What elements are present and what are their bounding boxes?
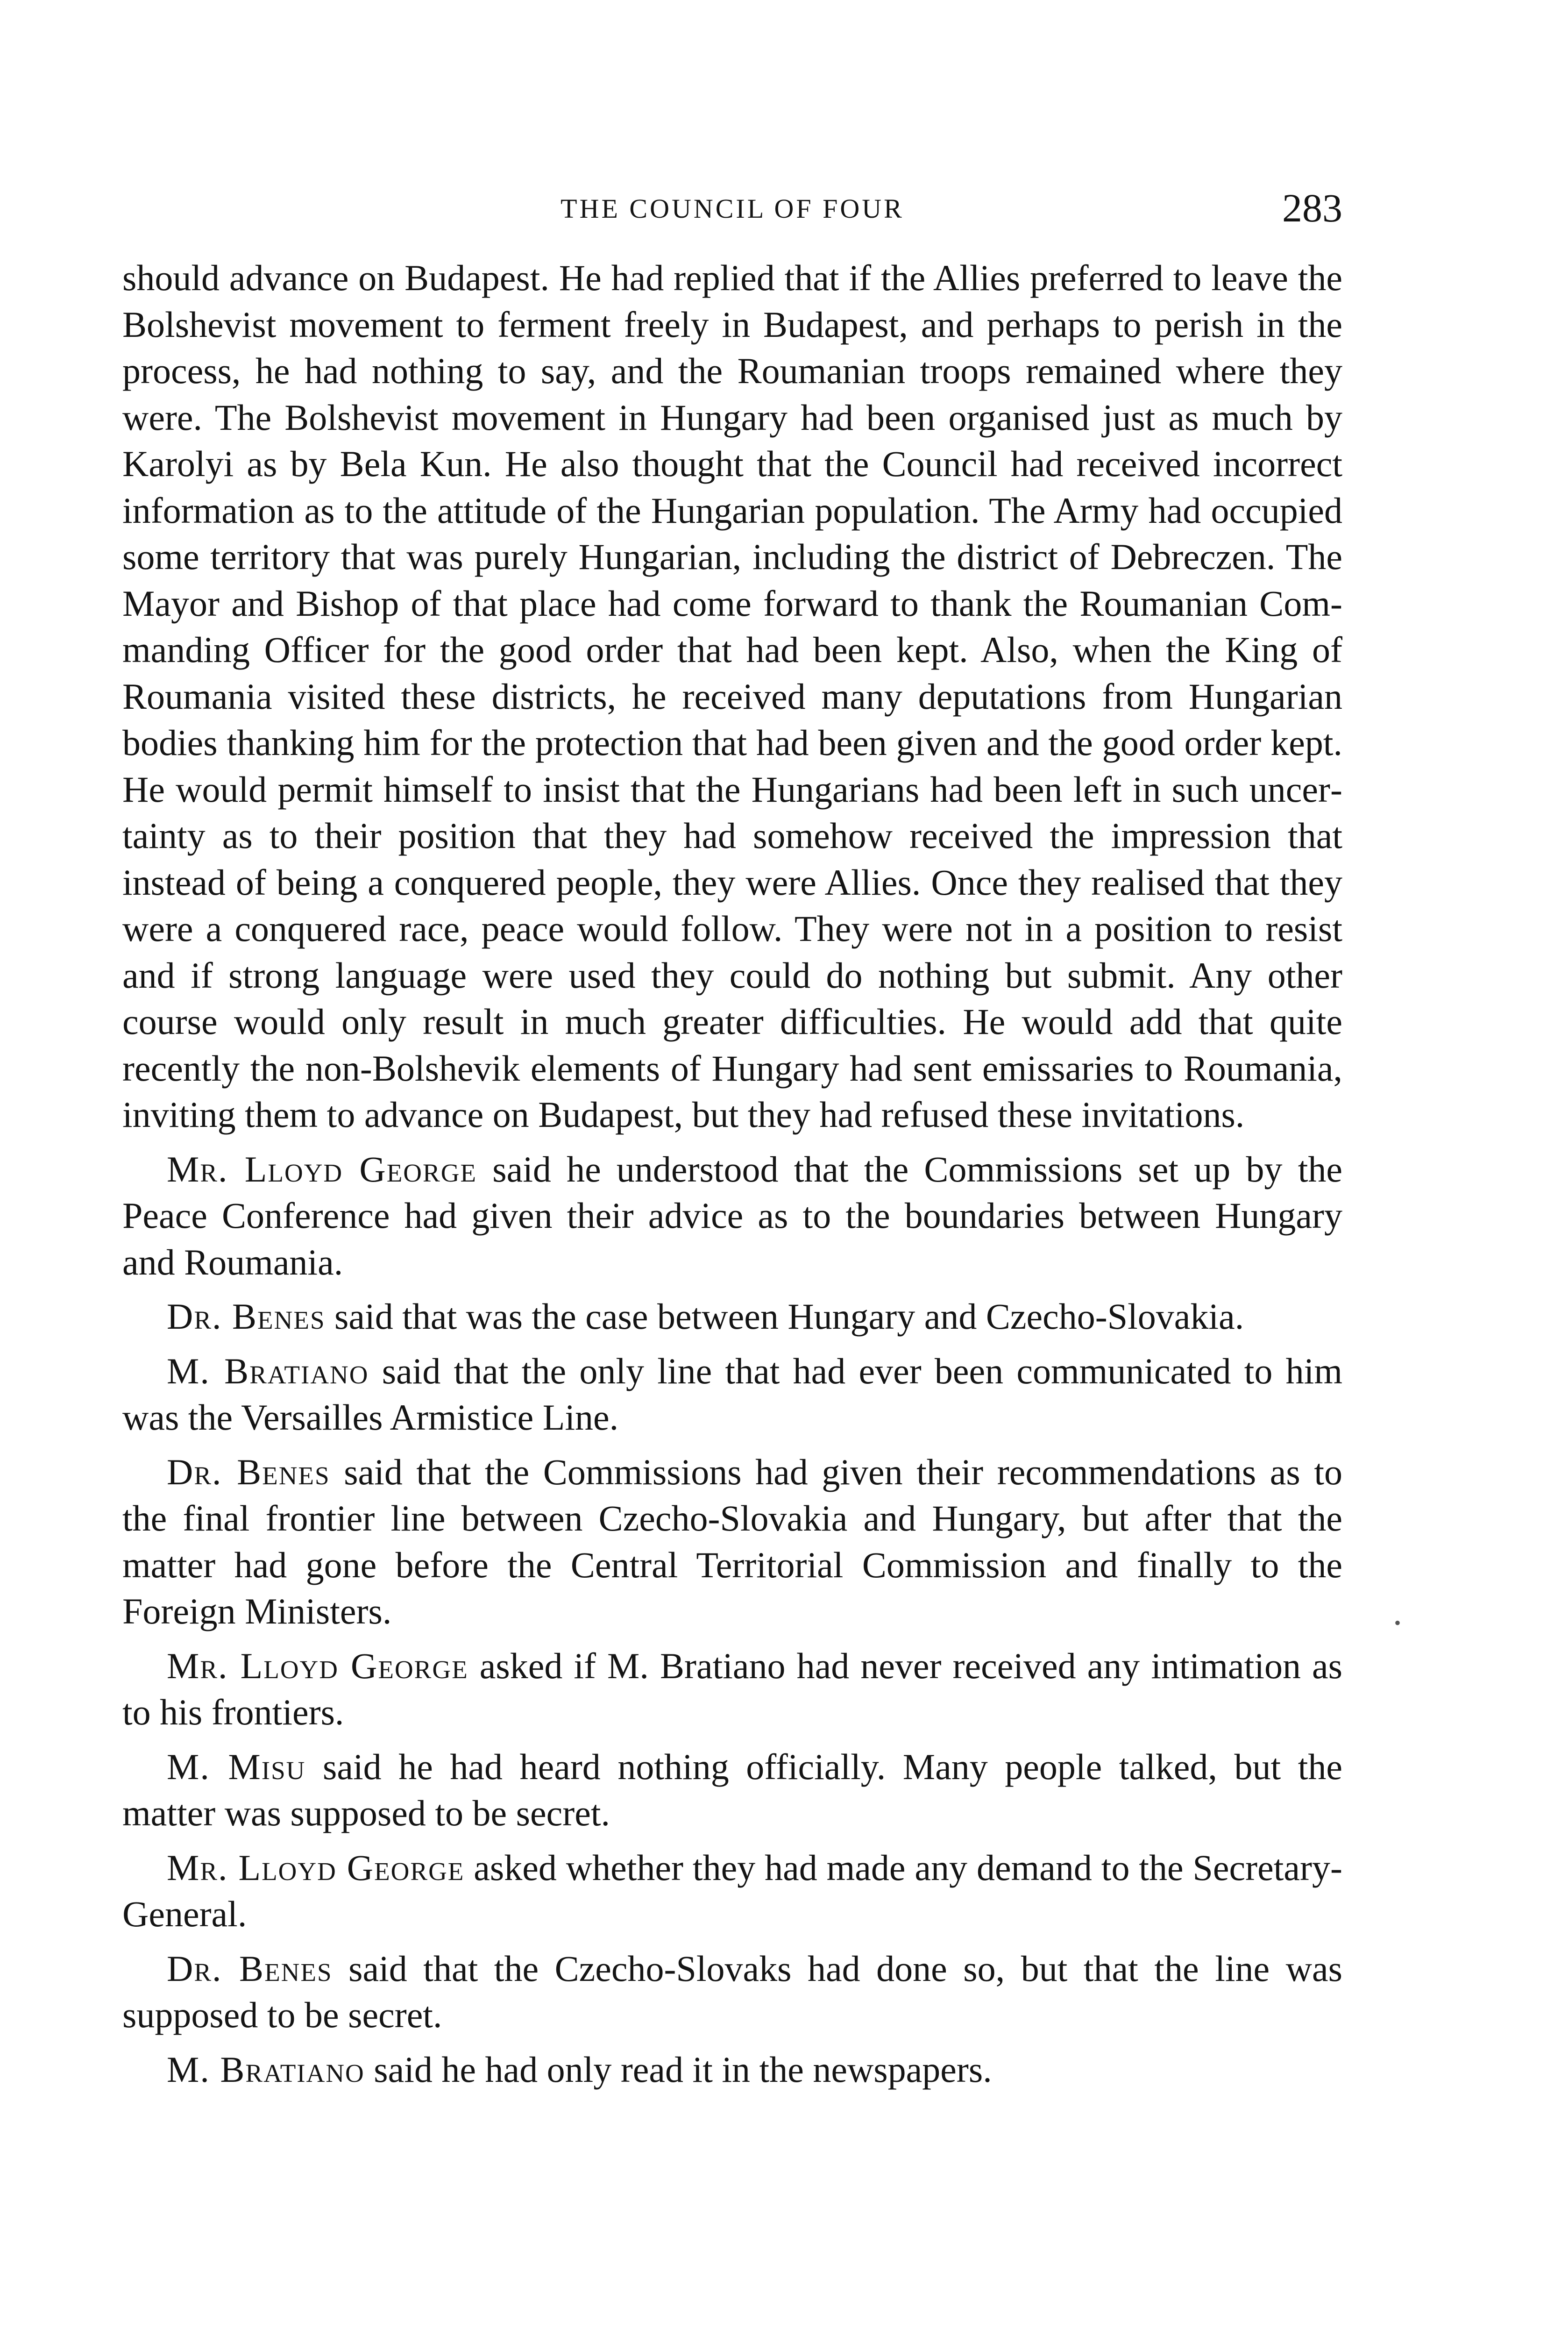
speaker-name: Dr. Benes	[167, 1296, 326, 1337]
paragraph-text: said that the Czecho-Slovaks had done so, but that the line was supposed to be secret.	[122, 1948, 1342, 2035]
paragraph-text: said he had heard nothing officially. Many people talked, but the matter was supposed to be secret.	[122, 1746, 1342, 1833]
speaker-name: M. Bratiano	[167, 2049, 365, 2090]
paragraph-text: should advance on Budapest. He had replied that if the Allies preferred to leave the Bolshevist movement to ferment freely in Budapest, and perhaps to perish in the process, he had nothing to say, and the Roumanian troops remained where they were. The Bolshevist movement in Hungary had been organised just as much by Karolyi as by Bela Kun. He also thought that the Council had received incorrect information as to the attitude of the Hungarian population. The Army had occupied some territory that was purely Hungarian, including the district of Debreczen. The Mayor and Bishop of that place had come forward to thank the Roumanian Commanding Officer for the good order that had been kept. Also, when the King of Roumania visited these districts, he received many deputations from Hungarian bodies thanking him for the protection that had been given and the good order kept. He would permit himself to insist that the Hungarians had been left in such uncertainty as to their position that they had somehow received the impression that instead of being a conquered people, they were Allies. Once they realised that they were a conquered race, peace would follow. They were not in a position to resist and if strong language were used they could do nothing but submit. Any other course would only result in much greater difficulties. He would add that quite recently the non-Bolshevik elements of Hungary had sent emissaries to Roumania, inviting them to advance on Budapest, but they had refused these invitations.	[122, 257, 1342, 1135]
speaker-name: M. Bratiano	[167, 1350, 369, 1391]
running-title: THE COUNCIL OF FOUR	[561, 193, 904, 224]
paragraph-text: asked whether they had made any demand to the Secretary-General.	[122, 1847, 1342, 1934]
speaker-name: M. Misu	[167, 1746, 306, 1787]
body-text	[122, 255, 1342, 2101]
running-head	[122, 185, 1342, 236]
paragraph-benes	[122, 1945, 1342, 2038]
paragraph-bratiano	[122, 1348, 1342, 1441]
speaker-name: Dr. Benes	[167, 1948, 333, 1989]
paragraph-text: said he had only read it in the newspapers.	[374, 2049, 992, 2090]
speaker-name: Mr. Lloyd George	[167, 1645, 468, 1686]
paragraph-lloyd-george	[122, 1643, 1342, 1736]
paragraph-bratiano	[122, 2046, 1342, 2093]
paragraph-text: said he understood that the Commissions set up by the Peace Conference had given their advice as to the boundaries between Hungary and Roumania.	[122, 1148, 1342, 1282]
paragraph-text: said that the Commissions had given their recommendations as to the final frontier line between Czecho-Slovakia and Hungary, but after that the matter had gone before the Central Territorial Commission and finally to the Foreign Ministers.	[122, 1451, 1342, 1631]
print-speck: •	[1394, 1612, 1401, 1633]
paragraph-text: said that the only line that had ever been communicated to him was the Versailles Armistice Line.	[122, 1350, 1343, 1438]
page-number: 283	[1282, 185, 1342, 230]
paragraph-text: asked if M. Bratiano had never received any intimation as to his frontiers.	[122, 1645, 1342, 1732]
speaker-name: Mr. Lloyd George	[167, 1148, 477, 1189]
paragraph-benes	[122, 1449, 1342, 1635]
paragraph-lloyd-george	[122, 1146, 1342, 1286]
speaker-name: Dr. Benes	[167, 1451, 330, 1492]
paragraph-text: said that was the case between Hungary and Czecho-Slovakia.	[334, 1296, 1244, 1337]
paragraph-lloyd-george	[122, 1845, 1342, 1937]
paragraph-misu	[122, 1744, 1342, 1837]
speaker-name: Mr. Lloyd George	[167, 1847, 465, 1888]
paragraph-continued	[122, 255, 1342, 1138]
paragraph-benes	[122, 1293, 1342, 1340]
